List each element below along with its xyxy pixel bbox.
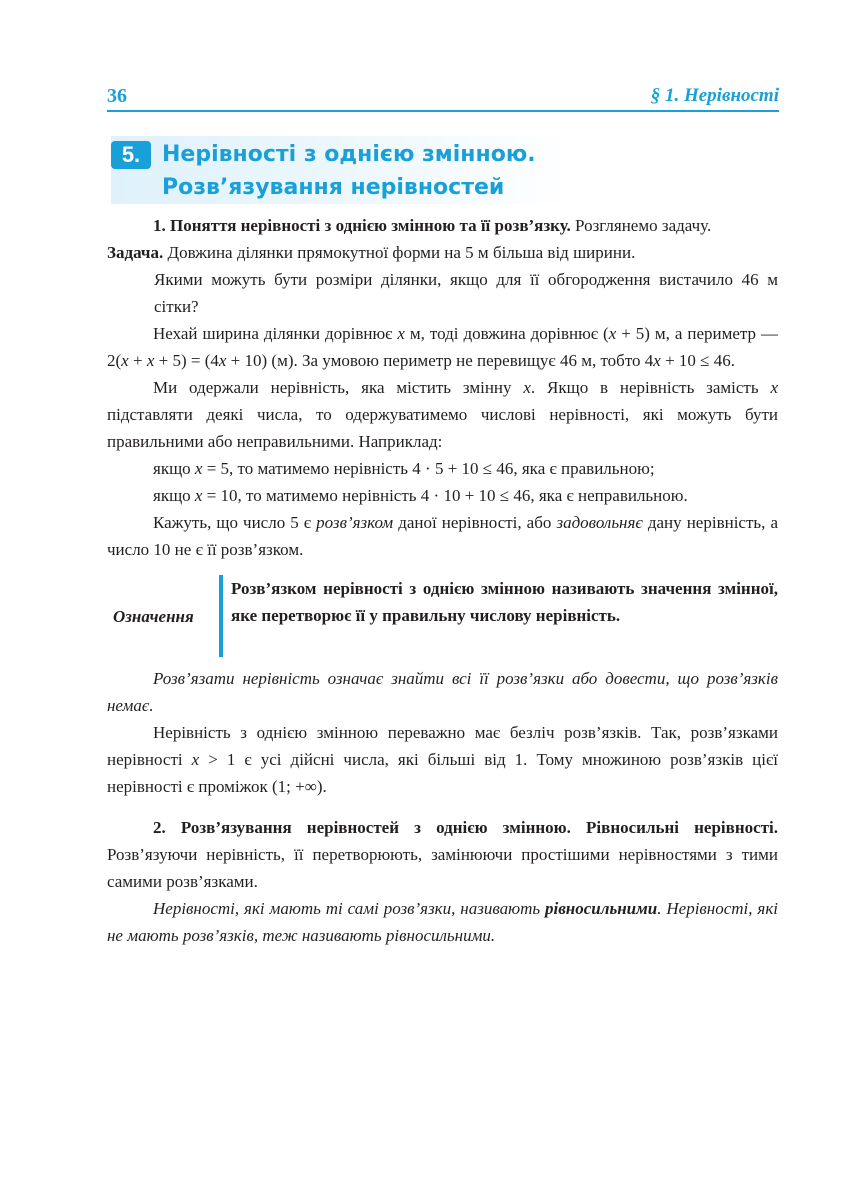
- paragraph-equivalent: 2. Розв’язування нерівностей з однією змінною. Рівносильні нерівності. Розв’язуючи нерівність, її перетворюють, замінюючи простішими нерівностями з тими самими розв’язками.: [107, 818, 778, 891]
- page-body: [107, 212, 778, 949]
- definition-box: [107, 575, 778, 657]
- paragraph-variable: Ми одержали нерівність, яка містить змінну x. Якщо в нерівність замість x підставляти деякі числа, то одержуватимемо числові нерівності, які можуть бути правильними або неправильними. Наприклад:: [107, 378, 778, 451]
- definition-label: Означення: [113, 607, 194, 626]
- running-title: § 1. Нерівності: [650, 85, 779, 106]
- term-equivalent: рівносильними: [544, 899, 658, 918]
- paragraph-intro: 1. Поняття нерівності з однією змінною та її розв’язку. Розглянемо задачу.: [153, 216, 712, 235]
- header-rule: [107, 110, 779, 112]
- section-number-badge: 5.: [111, 141, 151, 169]
- paragraph-equivalent-definition: Нерівності, які мають ті самі розв’язки, називають рівносильними. Нерівності, які не мають розв’язків, теж називають рівносильними.: [107, 899, 778, 945]
- example-false: якщо x = 10, то матимемо нерівність 4 · 10 + 10 ≤ 46, яка є неправильною.: [153, 486, 688, 505]
- paragraph-solution: Нехай ширина ділянки дорівнює x м, тоді довжина дорівнює (x + 5) м, а периметр — 2(x + x + 5) = (4x + 10) (м). За умовою периметр не перевищує 46 м, тобто 4x + 10 ≤ 46.: [107, 324, 778, 370]
- subsection-heading-1: 1. Поняття нерівності з однією змінною та її розв’язку.: [153, 216, 571, 235]
- section-title-line2: Розв’язування нерівностей: [162, 175, 505, 200]
- definition-text: Розв’язком нерівності з однією змінною називають значення змінної, яке перетворює її у правильну числову нерівність.: [231, 579, 778, 625]
- term-solution: розв’язком: [316, 513, 394, 532]
- subsection-heading-2: 2. Розв’язування нерівностей з однією змінною. Рівносильні нерівності.: [153, 818, 778, 837]
- definition-bar: [219, 575, 223, 657]
- paragraph-solution-term: Кажуть, що число 5 є розв’язком даної нерівності, або задовольняє дану нерівність, а число 10 не є її розв’язком.: [107, 513, 778, 559]
- task-text: Якими можуть бути розміри ділянки, якщо для її обгородження вистачило 46 м сітки?: [154, 270, 778, 316]
- section-heading: [111, 136, 571, 204]
- section-title: [162, 138, 582, 204]
- example-true: якщо x = 5, то матимемо нерівність 4 · 5 + 10 ≤ 46, яка є правильною;: [153, 459, 655, 478]
- page-number: 36: [107, 85, 127, 107]
- paragraph-solve-meaning: Розв’язати нерівність означає знайти всі її розв’язки або довести, що розв’язків немає.: [107, 669, 778, 715]
- page-header: [107, 82, 779, 112]
- paragraph-solution-set: Нерівність з однією змінною переважно має безліч розв’язків. Так, розв’язками нерівності x > 1 є усі дійсні числа, які більші від 1. Тому множиною розв’язків цієї нерівності є проміжок (1; +∞).: [107, 723, 778, 796]
- task-first-line: Задача. Довжина ділянки прямокутної форми на 5 м більша від ширини.: [107, 243, 636, 262]
- section-title-line1: Нерівності з однією змінною.: [162, 142, 536, 167]
- task-label: Задача.: [107, 243, 164, 262]
- term-satisfies: задовольняє: [556, 513, 643, 532]
